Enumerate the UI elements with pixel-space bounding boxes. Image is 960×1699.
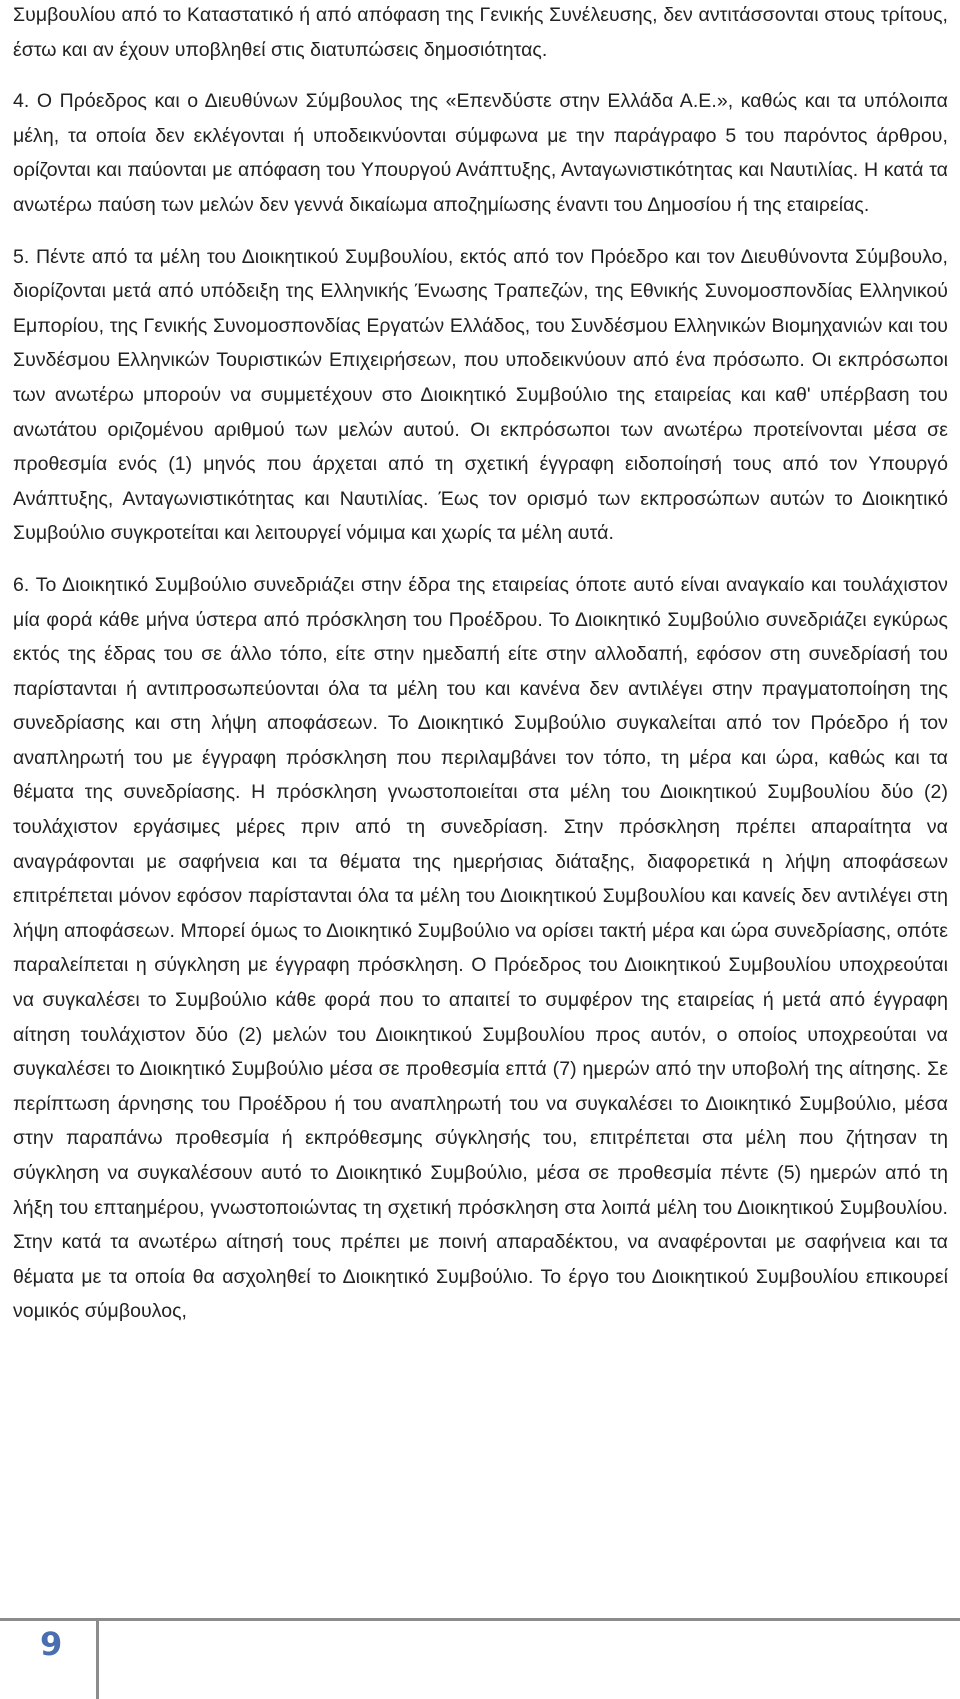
page-number: 9 <box>40 1625 63 1663</box>
document-body <box>13 0 948 1329</box>
footer-vertical-divider <box>96 1618 99 1699</box>
footer-divider <box>0 1618 960 1621</box>
paragraph-5: 5. Πέντε από τα μέλη του Διοικητικού Συμβουλίου, εκτός από τον Πρόεδρο και τον Διευθύνοντα Σύμβουλο, διορίζονται μετά από υπόδειξη της Ελληνικής Ένωσης Τραπεζών, της Εθνικής Συνομοσπονδίας Ελληνικού Εμπορίου, της Γενικής Συνομοσπονδίας Εργατών Ελλάδος, του Συνδέσμου Ελληνικών Βιομηχανιών και του Συνδέσμου Ελληνικών Τουριστικών Επιχειρήσεων, που υποδεικνύουν από ένα πρόσωπο. Οι εκπρόσωποι των ανωτέρω μπορούν να συμμετέχουν στο Διοικητικό Συμβούλιο της εταιρείας και καθ' υπέρβαση του ανωτάτου οριζομένου αριθμού των μελών αυτού. Οι εκπρόσωποι των ανωτέρω προτείνονται μέσα σε προθεσμία ενός (1) μηνός που άρχεται από τη σχετική έγγραφη ειδοποίησή τους από τον Υπουργό Ανάπτυξης, Ανταγωνιστικότητας και Ναυτιλίας. Έως τον ορισμό των εκπροσώπων αυτών το Διοικητικό Συμβούλιο συγκροτείται και λειτουργεί νόμιμα και χωρίς τα μέλη αυτά. <box>13 245 948 545</box>
paragraph-continuation: Συμβουλίου από το Καταστατικό ή από απόφαση της Γενικής Συνέλευσης, δεν αντιτάσσονται στους τρίτους, έστω και αν έχουν υποβληθεί στις διατυπώσεις δημοσιότητας. <box>13 4 948 61</box>
paragraph-4: 4. Ο Πρόεδρος και ο Διευθύνων Σύμβουλος της «Επενδύστε στην Ελλάδα Α.Ε.», καθώς και τα υπόλοιπα μέλη, τα οποία δεν εκλέγονται ή υποδεικνύονται σύμφωνα με την παράγραφο 5 του παρόντος άρθρου, ορίζονται και παύονται με απόφαση του Υπουργού Ανάπτυξης, Ανταγωνιστικότητας και Ναυτιλίας. Η κατά τα ανωτέρω παύση των μελών δεν γεννά δικαίωμα αποζημίωσης έναντι του Δημοσίου ή της εταιρείας. <box>13 90 948 216</box>
paragraph-6: 6. Το Διοικητικό Συμβούλιο συνεδριάζει στην έδρα της εταιρείας όποτε αυτό είναι αναγκαίο και τουλάχιστον μία φορά κάθε μήνα ύστερα από πρόσκληση του Προέδρου. Το Διοικητικό Συμβούλιο συνεδριάζει εγκύρως εκτός της έδρας του σε άλλο τόπο, είτε στην ημεδαπή είτε στην αλλοδαπή, εφόσον στη συνεδρίασή του παρίστανται ή αντιπροσωπεύονται όλα τα μέλη του και κανένα δεν αντιλέγει στην πραγματοποίηση της συνεδρίασης και στη λήψη αποφάσεων. Το Διοικητικό Συμβούλιο συγκαλείται από τον Πρόεδρο ή τον αναπληρωτή του με έγγραφη πρόσκληση που περιλαμβάνει τον τόπο, τη μέρα και ώρα, καθώς και τα θέματα της συνεδρίασης. Η πρόσκληση γνωστοποιείται στα μέλη του Διοικητικού Συμβουλίου δύο (2) τουλάχιστον εργάσιμες μέρες πριν από τη συνεδρίαση. Στην πρόσκληση πρέπει απαραίτητα να αναγράφονται με σαφήνεια και τα θέματα της ημερήσιας διάταξης, διαφορετικά η λήψη αποφάσεων επιτρέπεται μόνον εφόσον παρίστανται όλα τα μέλη του Διοικητικού Συμβουλίου και κανείς δεν αντιλέγει στη λήψη αποφάσεων. Μπορεί όμως το Διοικητικό Συμβούλιο να ορίσει τακτή μέρα και ώρα συνεδρίασης, οπότε παραλείπεται η σύγκληση με έγγραφη πρόσκληση. Ο Πρόεδρος του Διοικητικού Συμβουλίου υποχρεούται να συγκαλέσει το Συμβούλιο κάθε φορά που το απαιτεί το συμφέρον της εταιρείας ή μετά από έγγραφη αίτηση τουλάχιστον δύο (2) μελών του Διοικητικού Συμβουλίου προς αυτόν, ο οποίος υποχρεούται να συγκαλέσει το Διοικητικό Συμβούλιο μέσα σε προθεσμία επτά (7) ημερών από την υποβολή της αίτησης. Σε περίπτωση άρνησης του Προέδρου ή του αναπληρωτή του να συγκαλέσει το Διοικητικό Συμβούλιο, μέσα στην παραπάνω προθεσμία ή εκπρόθεσμης σύγκλησής του, επιτρέπεται στα μέλη που ζήτησαν τη σύγκληση να συγκαλέσουν αυτό το Διοικητικό Συμβούλιο, μέσα σε προθεσμία πέντε (5) ημερών από τη λήξη του επταημέρου, γνωστοποιώντας τη σχετική πρόσκληση στα λοιπά μέλη του Διοικητικού Συμβουλίου. Στην κατά τα ανωτέρω αίτησή τους πρέπει με ποινή απαραδέκτου, να αναφέρονται με σαφήνεια και τα θέματα με τα οποία θα ασχοληθεί το Διοικητικό Συμβούλιο. Το έργο του Διοικητικού Συμβουλίου επικουρεί νομικός σύμβουλος, <box>13 573 948 1323</box>
